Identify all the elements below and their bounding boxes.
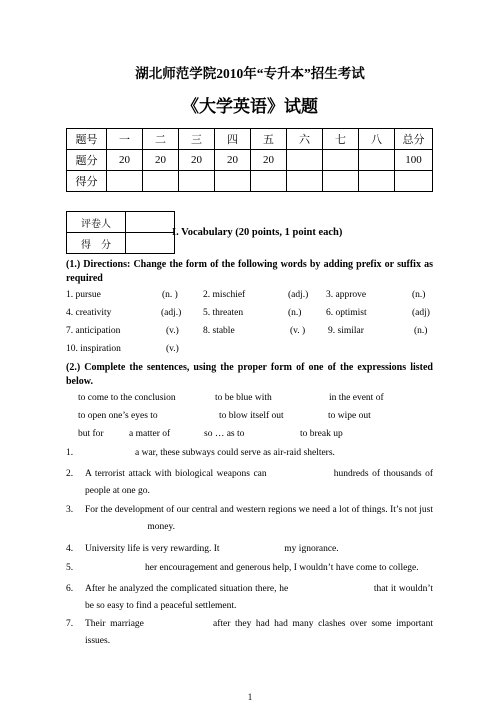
question-item xyxy=(66,466,433,500)
word-item: 9. similar xyxy=(328,326,364,336)
word-pos: (n. ) xyxy=(162,290,178,300)
expression-item: but for xyxy=(78,429,104,439)
score-row-obtained xyxy=(67,171,433,192)
word-item: 2. mischief xyxy=(203,290,246,300)
question-text: A terrorist attack with biological weapons can xyxy=(85,469,267,479)
question-text: that it wouldn’t be so easy to find a peaceful settlement. xyxy=(85,584,434,611)
score-cell[interactable] xyxy=(287,171,323,192)
word-row xyxy=(66,326,433,339)
word-row xyxy=(66,344,433,357)
word-item: 6. optimist xyxy=(326,308,367,318)
column-label: 五 xyxy=(251,129,287,150)
expression-row xyxy=(78,411,438,424)
word-item: 7. anticipation xyxy=(66,326,121,336)
expression-item: to come to the conclusion xyxy=(78,393,176,403)
question-text: hundreds of thousands of people at one go. xyxy=(85,469,434,496)
word-row xyxy=(66,308,433,321)
question-number: 3. xyxy=(66,505,74,515)
expression-row xyxy=(78,429,438,442)
question-text: a war, these subways could serve as air-raid shelters. xyxy=(135,448,335,458)
score-row-points xyxy=(67,150,433,171)
expression-item: to break up xyxy=(300,429,343,439)
expression-item: to be blue with xyxy=(215,393,272,403)
word-pos: (adj.) xyxy=(161,308,182,318)
question-item xyxy=(66,541,433,558)
word-pos: (n.) xyxy=(288,308,302,318)
points-cell: 20 xyxy=(107,150,143,171)
word-item: 3. approve xyxy=(326,290,367,300)
word-pos: (n.) xyxy=(414,326,428,336)
row-label: 得分 xyxy=(67,171,107,192)
score-cell[interactable] xyxy=(359,171,395,192)
score-cell[interactable] xyxy=(143,171,179,192)
question-text: Their marriage xyxy=(85,619,144,629)
word-pos: (adj.) xyxy=(288,290,309,300)
question-item xyxy=(66,581,433,615)
points-cell xyxy=(287,150,323,171)
column-label: 三 xyxy=(179,129,215,150)
question-text: For the development of our central and western regions we need a lot of things. It’s not just xyxy=(85,505,433,515)
points-cell: 20 xyxy=(215,150,251,171)
word-item: 4. creativity xyxy=(66,308,112,318)
points-cell xyxy=(323,150,359,171)
column-label: 八 xyxy=(359,129,395,150)
word-row xyxy=(66,290,433,303)
column-label: 总分 xyxy=(395,129,433,150)
question-item xyxy=(66,445,433,462)
score-cell[interactable] xyxy=(323,171,359,192)
score-label: 得 分 xyxy=(67,233,126,254)
word-pos: (v.) xyxy=(166,344,179,354)
word-pos: (n.) xyxy=(412,290,426,300)
exam-subtitle: 《大学英语》试题 xyxy=(182,97,318,116)
grader-box xyxy=(66,211,175,254)
expression-item: to blow itself out xyxy=(219,411,284,421)
word-item: 8. stable xyxy=(203,326,235,336)
points-cell: 20 xyxy=(251,150,287,171)
question-text: money. xyxy=(147,522,175,532)
expression-item: to open one’s eyes to xyxy=(78,411,158,421)
column-label: 六 xyxy=(287,129,323,150)
column-label: 七 xyxy=(323,129,359,150)
question-number: 1. xyxy=(66,448,74,458)
expression-item: so … as to xyxy=(204,429,245,439)
score-cell[interactable] xyxy=(179,171,215,192)
score-cell[interactable] xyxy=(251,171,287,192)
question-item xyxy=(66,502,433,536)
exam-title: 湖北师范学院2010年“专升本”招生考试 xyxy=(135,66,365,81)
expression-row xyxy=(78,393,438,406)
question-number: 4. xyxy=(66,544,74,554)
question-text: her encouragement and generous help, I wouldn’t have come to college. xyxy=(145,563,419,573)
part1-directions: (1.) Directions: Change the form of the following words by adding prefix or suffix as required xyxy=(66,259,433,284)
score-cell[interactable] xyxy=(215,171,251,192)
expression-item: to wipe out xyxy=(328,411,371,421)
question-text: University life is very rewarding. It xyxy=(85,544,220,554)
points-cell: 100 xyxy=(395,150,433,171)
score-row-number xyxy=(67,129,433,150)
question-text: my ignorance. xyxy=(284,544,339,554)
row-label: 题号 xyxy=(67,129,107,150)
question-number: 6. xyxy=(66,584,74,594)
score-table xyxy=(66,128,433,192)
question-item xyxy=(66,616,433,650)
question-text: after they had had many clashes over some important issues. xyxy=(85,619,434,646)
word-item: 5. threaten xyxy=(203,308,244,318)
question-number: 5. xyxy=(66,563,74,573)
question-text: After he analyzed the complicated situation there, he xyxy=(85,584,289,594)
word-item: 10. inspiration xyxy=(66,344,121,354)
points-cell: 20 xyxy=(143,150,179,171)
part2-directions: (2.) Complete the sentences, using the proper form of one of the expressions listed below. xyxy=(66,362,433,387)
word-pos: (v. ) xyxy=(290,326,306,336)
column-label: 二 xyxy=(143,129,179,150)
points-cell xyxy=(359,150,395,171)
expression-item: a matter of xyxy=(129,429,171,439)
row-label: 题分 xyxy=(67,150,107,171)
points-cell: 20 xyxy=(179,150,215,171)
page-number: 1 xyxy=(247,692,253,702)
column-label: 一 xyxy=(107,129,143,150)
score-cell[interactable] xyxy=(107,171,143,192)
section-title: I. Vocabulary (20 points, 1 point each) xyxy=(172,227,343,238)
expression-item: in the event of xyxy=(329,393,384,403)
word-pos: (adj) xyxy=(412,308,430,318)
question-number: 7. xyxy=(66,619,74,629)
column-label: 四 xyxy=(215,129,251,150)
grader-field[interactable] xyxy=(126,212,175,233)
question-item xyxy=(66,560,433,577)
score-cell[interactable] xyxy=(395,171,433,192)
score-field[interactable] xyxy=(126,233,175,254)
word-pos: (v.) xyxy=(166,326,179,336)
question-number: 2. xyxy=(66,469,74,479)
grader-label: 评卷人 xyxy=(67,212,126,233)
word-item: 1. pursue xyxy=(66,290,101,300)
